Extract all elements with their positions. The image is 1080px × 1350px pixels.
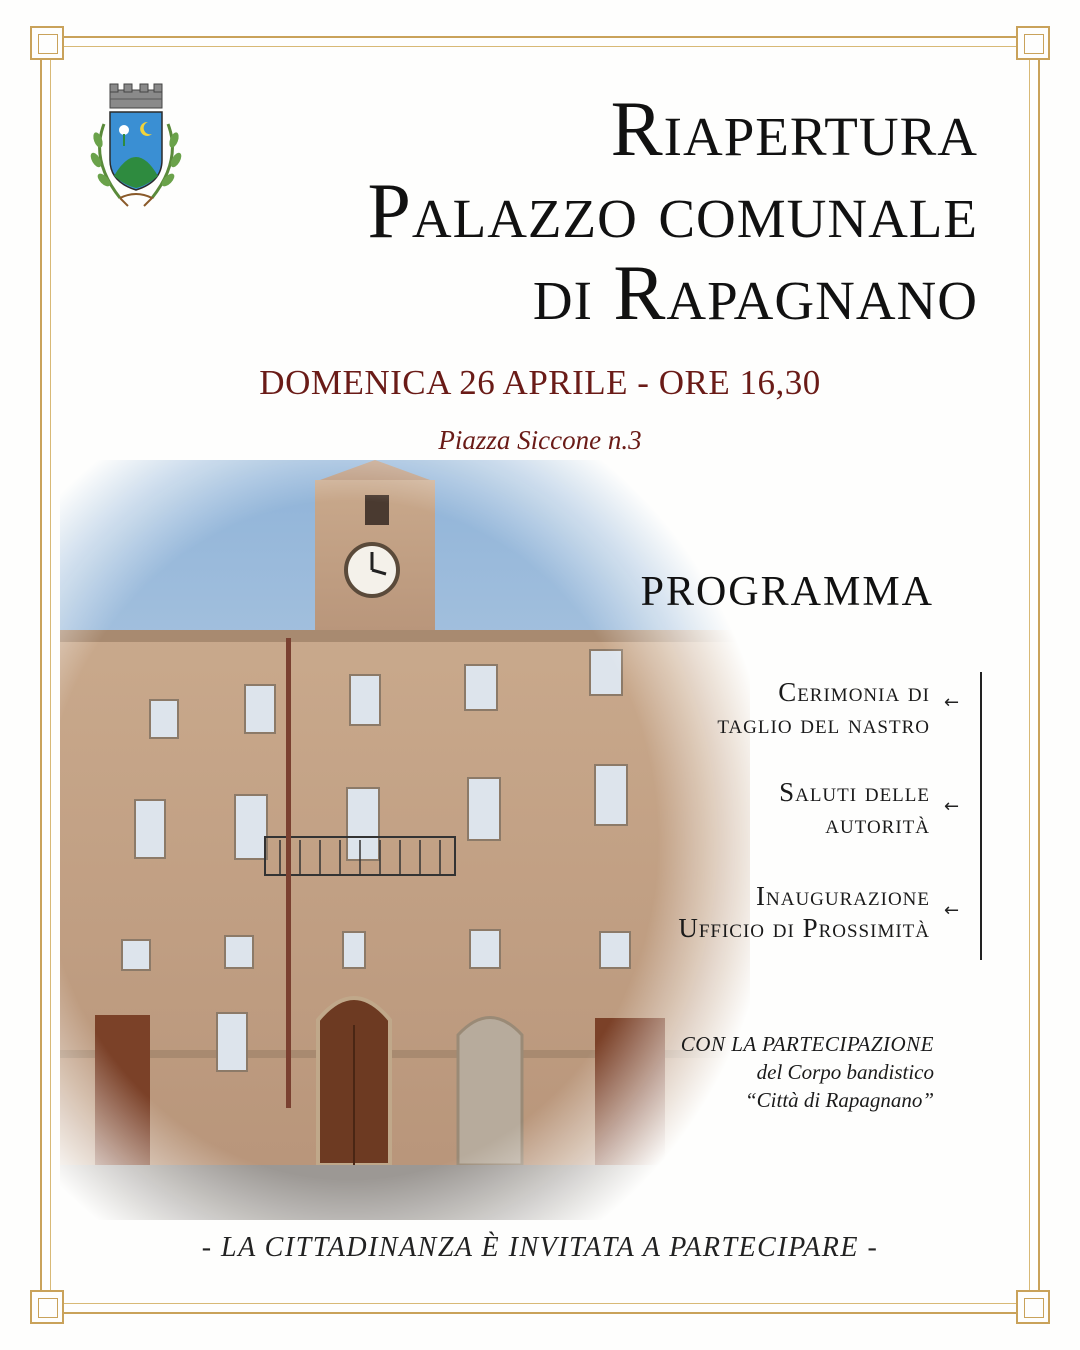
participation-line-2: del Corpo bandistico xyxy=(756,1060,934,1084)
participation-note xyxy=(560,1030,934,1114)
title-line-1: Riapertura xyxy=(610,85,978,172)
arrow-left-icon: ← xyxy=(944,692,960,713)
program-item xyxy=(540,880,930,944)
title-line-3: di Rapagnano xyxy=(532,249,978,336)
program-item-line: autorità xyxy=(825,809,930,839)
participation-line-1: CON LA PARTECIPAZIONE xyxy=(680,1032,934,1056)
event-date-time: DOMENICA 26 APRILE - ORE 16,30 xyxy=(259,363,821,402)
program-item-line: Inaugurazione xyxy=(756,881,930,911)
participation-line-3: “Città di Rapagnano” xyxy=(744,1088,934,1112)
frame-corner-bottom-left xyxy=(30,1290,64,1324)
title-line-2: Palazzo comunale xyxy=(367,167,978,254)
frame-corner-top-left xyxy=(30,26,64,60)
frame-corner-bottom-right xyxy=(1016,1290,1050,1324)
frame-corner-top-right xyxy=(1016,26,1050,60)
program-item xyxy=(540,676,930,740)
program-item xyxy=(540,776,930,840)
page-title xyxy=(158,85,978,336)
arrow-left-icon: ← xyxy=(944,900,960,921)
arrow-left-icon: ← xyxy=(944,796,960,817)
program-heading: PROGRAMMA xyxy=(640,569,934,615)
program-item-line: taglio del nastro xyxy=(717,709,930,739)
program-divider-line xyxy=(980,672,982,960)
program-item-line: Saluti delle xyxy=(779,777,930,807)
event-address: Piazza Siccone n.3 xyxy=(438,425,642,455)
program-item-line: Cerimonia di xyxy=(778,677,930,707)
program-item-line: Ufficio di Prossimità xyxy=(678,913,930,943)
invitation-footer: - LA CITTADINANZA È INVITATA A PARTECIPARE - xyxy=(201,1232,879,1263)
